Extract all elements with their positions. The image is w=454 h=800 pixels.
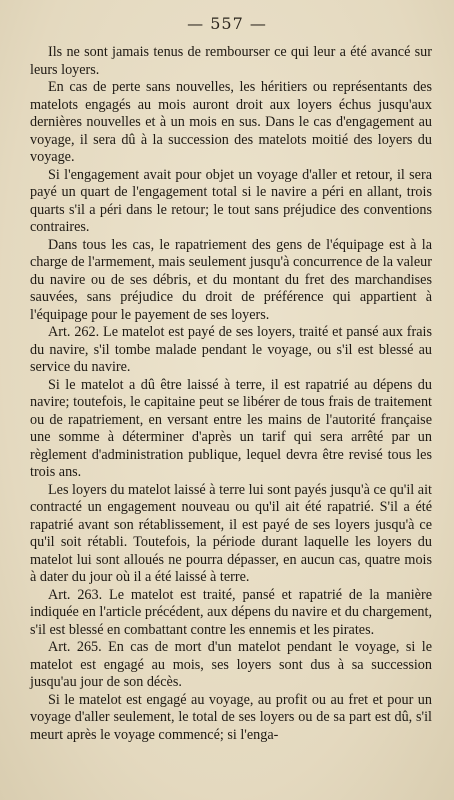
paragraph: Si l'engagement avait pour objet un voyage d'aller et retour, il sera payé un quart de l'engagement total si le navire a péri en allant, trois quarts s'il a péri dans le retour; le tout sans préjudice des conventions contraires.: [30, 166, 432, 235]
page-number: — 557 —: [187, 14, 267, 33]
paragraph-art-265: Art. 265. En cas de mort d'un matelot pendant le voyage, si le matelot est engagé au mois, ses loyers sont dus à sa succession jusqu'au jour de son décès.: [30, 639, 432, 690]
paragraph-art-263: Art. 263. Le matelot est traité, pansé et rapatrié de la manière indiquée en l'article précédent, aux dépens du navire et du chargement, s'il est blessé en combattant contre les ennemis et les pirates.: [30, 586, 432, 638]
paragraph: Les loyers du matelot laissé à terre lui sont payés jusqu'à ce qu'il ait contracté un engagement nouveau ou qu'il ait été rapatrié. S'il a été rapatrié avant son rétablissement, il est payé de ses loyers jusqu'à ce qu'il soit rétabli. Toutefois, la période durant laquelle les loyers du matelot lui sont alloués ne pourra dépasser, en aucun cas, quatre mois à dater du jour où il a été laissé à terre.: [30, 481, 432, 585]
paragraph-art-262: Art. 262. Le matelot est payé de ses loyers, traité et pansé aux frais du navire, s'il tombe malade pendant le voyage, ou s'il est blessé au service du navire.: [30, 324, 432, 375]
paragraph: En cas de perte sans nouvelles, les héritiers ou représentants des matelots engagés au mois auront droit aux loyers échus jusqu'aux dernières nouvelles et à un mois en sus. Dans le cas d'engagement au voyage, il sera dû à la succession des matelots moitié des loyers du voyage.: [30, 79, 432, 165]
paragraph: Ils ne sont jamais tenus de rembourser ce qui leur a été avancé sur leurs loyers.: [30, 44, 432, 78]
paragraph: Dans tous les cas, le rapatriement des gens de l'équipage est à la charge de l'armement, mais seulement jusqu'à concurrence de la valeur du navire ou de ses débris, et du montant du fret des marchandises sauvées, sans préjudice du droit de préférence qui appartient à l'équipage pour le payement de ses loyers.: [30, 236, 432, 323]
body-text: [30, 44, 432, 744]
paragraph: Si le matelot est engagé au voyage, au profit ou au fret et pour un voyage d'aller seulement, le total de ses loyers ou de sa part est dû, s'il meurt après le voyage commencé; si l'enga-: [30, 691, 432, 743]
paragraph: Si le matelot a dû être laissé à terre, il est rapatrié au dépens du navire; toutefois, le capitaine peut se libérer de tous frais de traitement ou de rapatriement, en versant entre les mains de l'autorité française une somme à déterminer d'après un tarif qui sera arrêté par un règlement d'administration publique, lequel devra être revisé tous les trois ans.: [30, 376, 432, 480]
